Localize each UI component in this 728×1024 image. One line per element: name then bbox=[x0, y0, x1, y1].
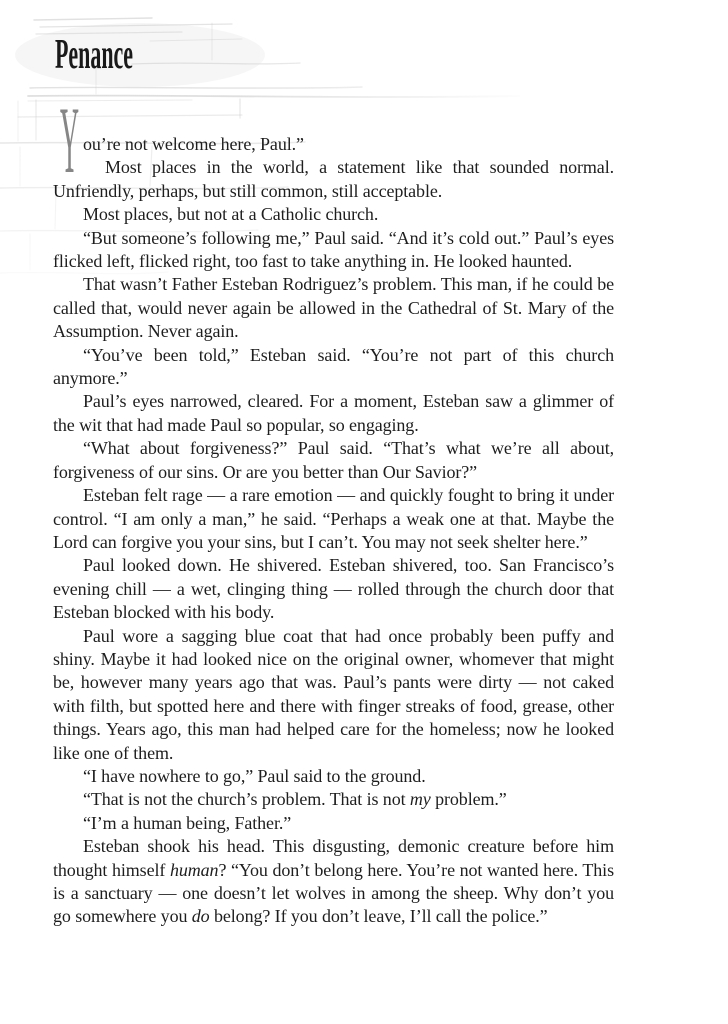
paragraph: “I have nowhere to go,” Paul said to the ground. bbox=[83, 765, 426, 786]
italic-word: human bbox=[169, 859, 219, 880]
paragraph: Esteban felt rage — a rare emotion — and quickly fought to bring it under control. “I am only a man,” he said. “Perhaps a weak one at that. Maybe the Lord can forgive you your sins, but I can’t. You may not seek shelter here.” bbox=[53, 485, 614, 552]
chapter-title-block bbox=[53, 30, 203, 78]
paragraph-text: belong? If you don’t leave, I’ll call the police.” bbox=[209, 906, 548, 927]
paragraph: “But someone’s following me,” Paul said. “And it’s cold out.” Paul’s eyes flicked left, flicked right, too fast to take anything in. He looked haunted. bbox=[53, 227, 614, 272]
paragraph: That wasn’t Father Esteban Rodriguez’s problem. This man, if he could be called that, would never again be allowed in the Cathedral of St. Mary of the Assumption. Never again. bbox=[53, 274, 614, 342]
paragraph-text: ? “You don’t belong here. You’re not wanted here. This is a sanctuary — one doesn’t let wolves in among the sheep. Why don’t you go somewhere you bbox=[53, 859, 614, 927]
paragraph: ou’re not welcome here, Paul.” bbox=[83, 134, 304, 154]
italic-word: do bbox=[191, 906, 210, 927]
paragraph-text: Esteban shook his head. This disgusting, demonic creature before him thought himself bbox=[53, 836, 614, 880]
paragraph: Most places in the world, a statement like that sounded normal. Unfriendly, perhaps, but still common, still acceptable. bbox=[53, 157, 614, 201]
paragraph: Paul wore a sagging blue coat that had once probably been puffy and shiny. Maybe it had looked nice on the original owner, whomever that might be, however many years ago that was. Paul’s pants were dirty — not caked with filth, but spotted here and there with finger streaks of food, grease, other things. Years ago, this man had helped care for the homeless; now he looked like one of them. bbox=[53, 625, 614, 763]
paragraph-text: problem.” bbox=[430, 789, 507, 810]
paragraph bbox=[53, 835, 614, 929]
paragraph: Paul looked down. He shivered. Esteban shivered, too. San Francisco’s evening chill — a wet, clinging thing — rolled through the church door that Esteban blocked with his body. bbox=[53, 555, 614, 623]
paragraph: Most places, but not at a Catholic church. bbox=[83, 204, 379, 225]
paragraph: “I’m a human being, Father.” bbox=[83, 812, 292, 833]
paragraph: “What about forgiveness?” Paul said. “That’s what we’re all about, forgiveness of our sins. Or are you better than Our Savior?” bbox=[53, 438, 614, 482]
chapter-text bbox=[53, 133, 614, 929]
paragraph bbox=[53, 788, 614, 811]
paragraph: Paul’s eyes narrowed, cleared. For a moment, Esteban saw a glimmer of the wit that had made Paul so popular, so engaging. bbox=[53, 391, 614, 435]
paragraph: “You’ve been told,” Esteban said. “You’re not part of this church anymore.” bbox=[53, 344, 614, 389]
italic-word: my bbox=[409, 789, 431, 810]
chapter-title: Penance bbox=[55, 32, 133, 78]
paragraph-text: “That is not the church’s problem. That is not bbox=[83, 789, 410, 810]
drop-cap: Y bbox=[60, 87, 79, 193]
